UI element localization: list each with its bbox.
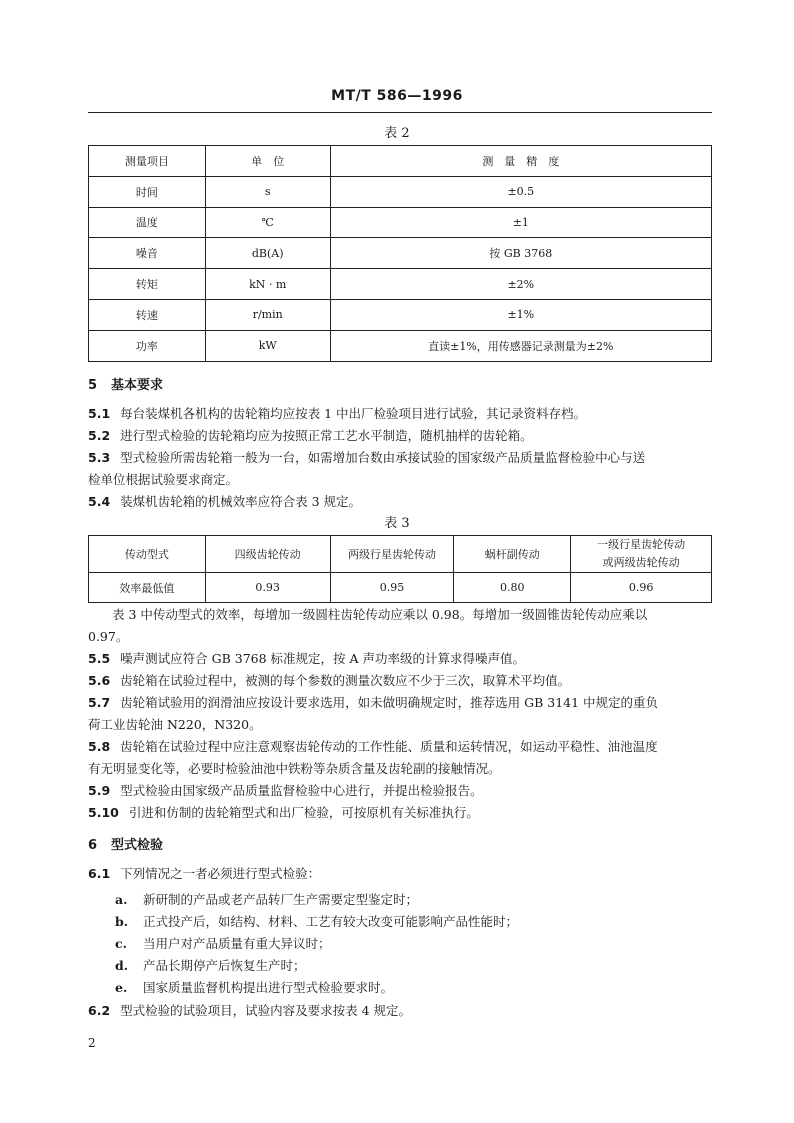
table-cell: 转速 <box>89 299 206 330</box>
table-row <box>89 330 712 361</box>
efficiency-note-continued: 0.97。 <box>88 629 129 644</box>
table-cell: kN · m <box>205 269 330 300</box>
clause-text: 型式检验由国家级产品质量监督检验中心进行，并提出检验报告。 <box>120 783 483 798</box>
list-text: 正式投产后，如结构、材料、工艺有较大改变可能影响产品性能时； <box>143 914 519 929</box>
clause-number: 5.5 <box>88 651 111 666</box>
list-text: 新研制的产品或老产品转厂生产需要定型鉴定时； <box>143 892 419 907</box>
clause-text: 齿轮箱在试验过程中应注意观察齿轮传动的工作性能、质量和运转情况，如运动平稳性、油池温度 <box>120 739 658 754</box>
document-code-header: MT/T 586—1996 <box>331 88 463 104</box>
table-cell: 噪音 <box>89 238 206 269</box>
section-title: 型式检验 <box>111 838 164 853</box>
table-row <box>89 176 712 207</box>
section-6-heading <box>88 834 163 853</box>
table-cell: 转矩 <box>89 269 206 300</box>
clause-number: 5.2 <box>88 428 111 443</box>
table-row <box>89 299 712 330</box>
table2 <box>88 145 712 362</box>
clause-number: 5.10 <box>88 805 119 820</box>
table-cell: 0.93 <box>205 573 330 603</box>
clause-number: 5.3 <box>88 450 111 465</box>
section-title: 基本要求 <box>111 378 164 393</box>
clause-5-6 <box>88 670 712 692</box>
header-cell: 测 量 精 度 <box>330 146 711 177</box>
clause-text: 齿轮箱试验用的润滑油应按设计要求选用，如未做明确规定时，推荐选用 GB 3141 中规定的重负 <box>120 695 659 710</box>
table2-caption: 表 2 <box>384 126 410 141</box>
clause-5-3 <box>88 447 712 469</box>
list-letter: a. <box>115 892 128 907</box>
clause-number: 6.1 <box>88 866 111 881</box>
clause-5-7 <box>88 692 712 714</box>
section-number: 5 <box>88 378 98 393</box>
clause-6-1 <box>88 863 712 885</box>
clause-5-7-continued: 荷工业齿轮油 N220，N320。 <box>88 717 262 732</box>
table-cell: ±0.5 <box>330 176 711 207</box>
list-letter: b. <box>115 914 129 929</box>
list-letter: e. <box>115 980 128 995</box>
table-cell: 0.95 <box>330 573 454 603</box>
clause-number: 5.7 <box>88 695 111 710</box>
list-text: 产品长期停产后恢复生产时； <box>143 958 306 973</box>
clause-number: 6.2 <box>88 1003 111 1018</box>
table-cell: ±1 <box>330 207 711 238</box>
table3-caption: 表 3 <box>384 516 410 531</box>
list-letter: d. <box>115 958 129 973</box>
clause-number: 5.9 <box>88 783 111 798</box>
table-cell: 0.80 <box>454 573 571 603</box>
table-cell: ±1% <box>330 299 711 330</box>
table-cell: dB(A) <box>205 238 330 269</box>
header-rule <box>88 112 712 113</box>
efficiency-note: 表 3 中传动型式的效率，每增加一级圆柱齿轮传动应乘以 0.98。每增加一级圆锥齿轮传动应乘以 <box>112 607 648 622</box>
table-row <box>89 269 712 300</box>
clause-5-1 <box>88 403 712 425</box>
table-cell: r/min <box>205 299 330 330</box>
table-cell: 0.96 <box>571 573 712 603</box>
clause-5-8 <box>88 736 712 758</box>
table-row <box>89 238 712 269</box>
clause-5-9 <box>88 780 712 802</box>
table3 <box>88 535 712 603</box>
clause-6-2 <box>88 1000 712 1022</box>
table-cell: kW <box>205 330 330 361</box>
list-item-e <box>115 978 393 996</box>
clause-5-2 <box>88 425 712 447</box>
header-cell: 单 位 <box>205 146 330 177</box>
list-item-c <box>115 934 331 952</box>
clause-number: 5.6 <box>88 673 111 688</box>
clause-5-4 <box>88 491 712 513</box>
clause-text: 噪声测试应符合 GB 3768 标准规定，按 A 声功率级的计算求得噪声值。 <box>120 651 526 666</box>
header-cell: 两级行星齿轮传动 <box>330 536 454 573</box>
table-cell: ±2% <box>330 269 711 300</box>
clause-5-8-continued: 有无明显变化等，必要时检验油池中铁粉等杂质含量及齿轮副的接触情况。 <box>88 761 501 776</box>
list-text: 当用户对产品质量有重大异议时； <box>143 936 331 951</box>
table-cell: 时间 <box>89 176 206 207</box>
header-cell: 测量项目 <box>89 146 206 177</box>
clause-text: 每台装煤机各机构的齿轮箱均应按表 1 中出厂检验项目进行试验，其记录资料存档。 <box>120 406 587 421</box>
clause-text: 装煤机齿轮箱的机械效率应符合表 3 规定。 <box>120 494 362 509</box>
section-5-heading <box>88 374 163 393</box>
clause-5-10 <box>88 802 712 824</box>
clause-text: 齿轮箱在试验过程中，被测的每个参数的测量次数应不少于三次，取算术平均值。 <box>120 673 571 688</box>
clause-number: 5.1 <box>88 406 111 421</box>
table-cell: 功率 <box>89 330 206 361</box>
table-header-row <box>89 146 712 177</box>
list-item-b <box>115 912 518 930</box>
clause-text: 引进和仿制的齿轮箱型式和出厂检验，可按原机有关标准执行。 <box>128 805 479 820</box>
table-row <box>89 207 712 238</box>
clause-5-3-continued: 检单位根据试验要求商定。 <box>88 472 239 487</box>
table-cell: s <box>205 176 330 207</box>
page-number: 2 <box>88 1036 96 1050</box>
clause-text: 型式检验的试验项目，试验内容及要求按表 4 规定。 <box>120 1003 412 1018</box>
table-cell: 按 GB 3768 <box>330 238 711 269</box>
table-cell: 温度 <box>89 207 206 238</box>
header-cell: 四级齿轮传动 <box>205 536 330 573</box>
header-cell-line: 一级行星齿轮传动 <box>597 538 686 551</box>
header-cell: 传动型式 <box>89 536 206 573</box>
clause-text: 型式检验所需齿轮箱一般为一台，如需增加台数由承接试验的国家级产品质量监督检验中心与送 <box>120 450 646 465</box>
clause-number: 5.4 <box>88 494 111 509</box>
header-cell <box>571 536 712 573</box>
table-cell: 直读±1%，用传感器记录测量为±2% <box>330 330 711 361</box>
list-letter: c. <box>115 936 127 951</box>
clause-text: 进行型式检验的齿轮箱均应为按照正常工艺水平制造，随机抽样的齿轮箱。 <box>120 428 533 443</box>
clause-text: 下列情况之一者必须进行型式检验： <box>120 866 321 881</box>
clause-5-5 <box>88 648 712 670</box>
header-cell: 蜗杆副传动 <box>454 536 571 573</box>
table-cell: 效率最低值 <box>89 573 206 603</box>
list-item-d <box>115 956 306 974</box>
header-cell-line: 或两级齿轮传动 <box>602 556 680 569</box>
table-header-row <box>89 536 712 573</box>
table-cell: ℃ <box>205 207 330 238</box>
list-item-a <box>115 890 418 908</box>
section-number: 6 <box>88 838 98 853</box>
clause-number: 5.8 <box>88 739 111 754</box>
table-row <box>89 573 712 603</box>
list-text: 国家质量监督机构提出进行型式检验要求时。 <box>143 980 394 995</box>
